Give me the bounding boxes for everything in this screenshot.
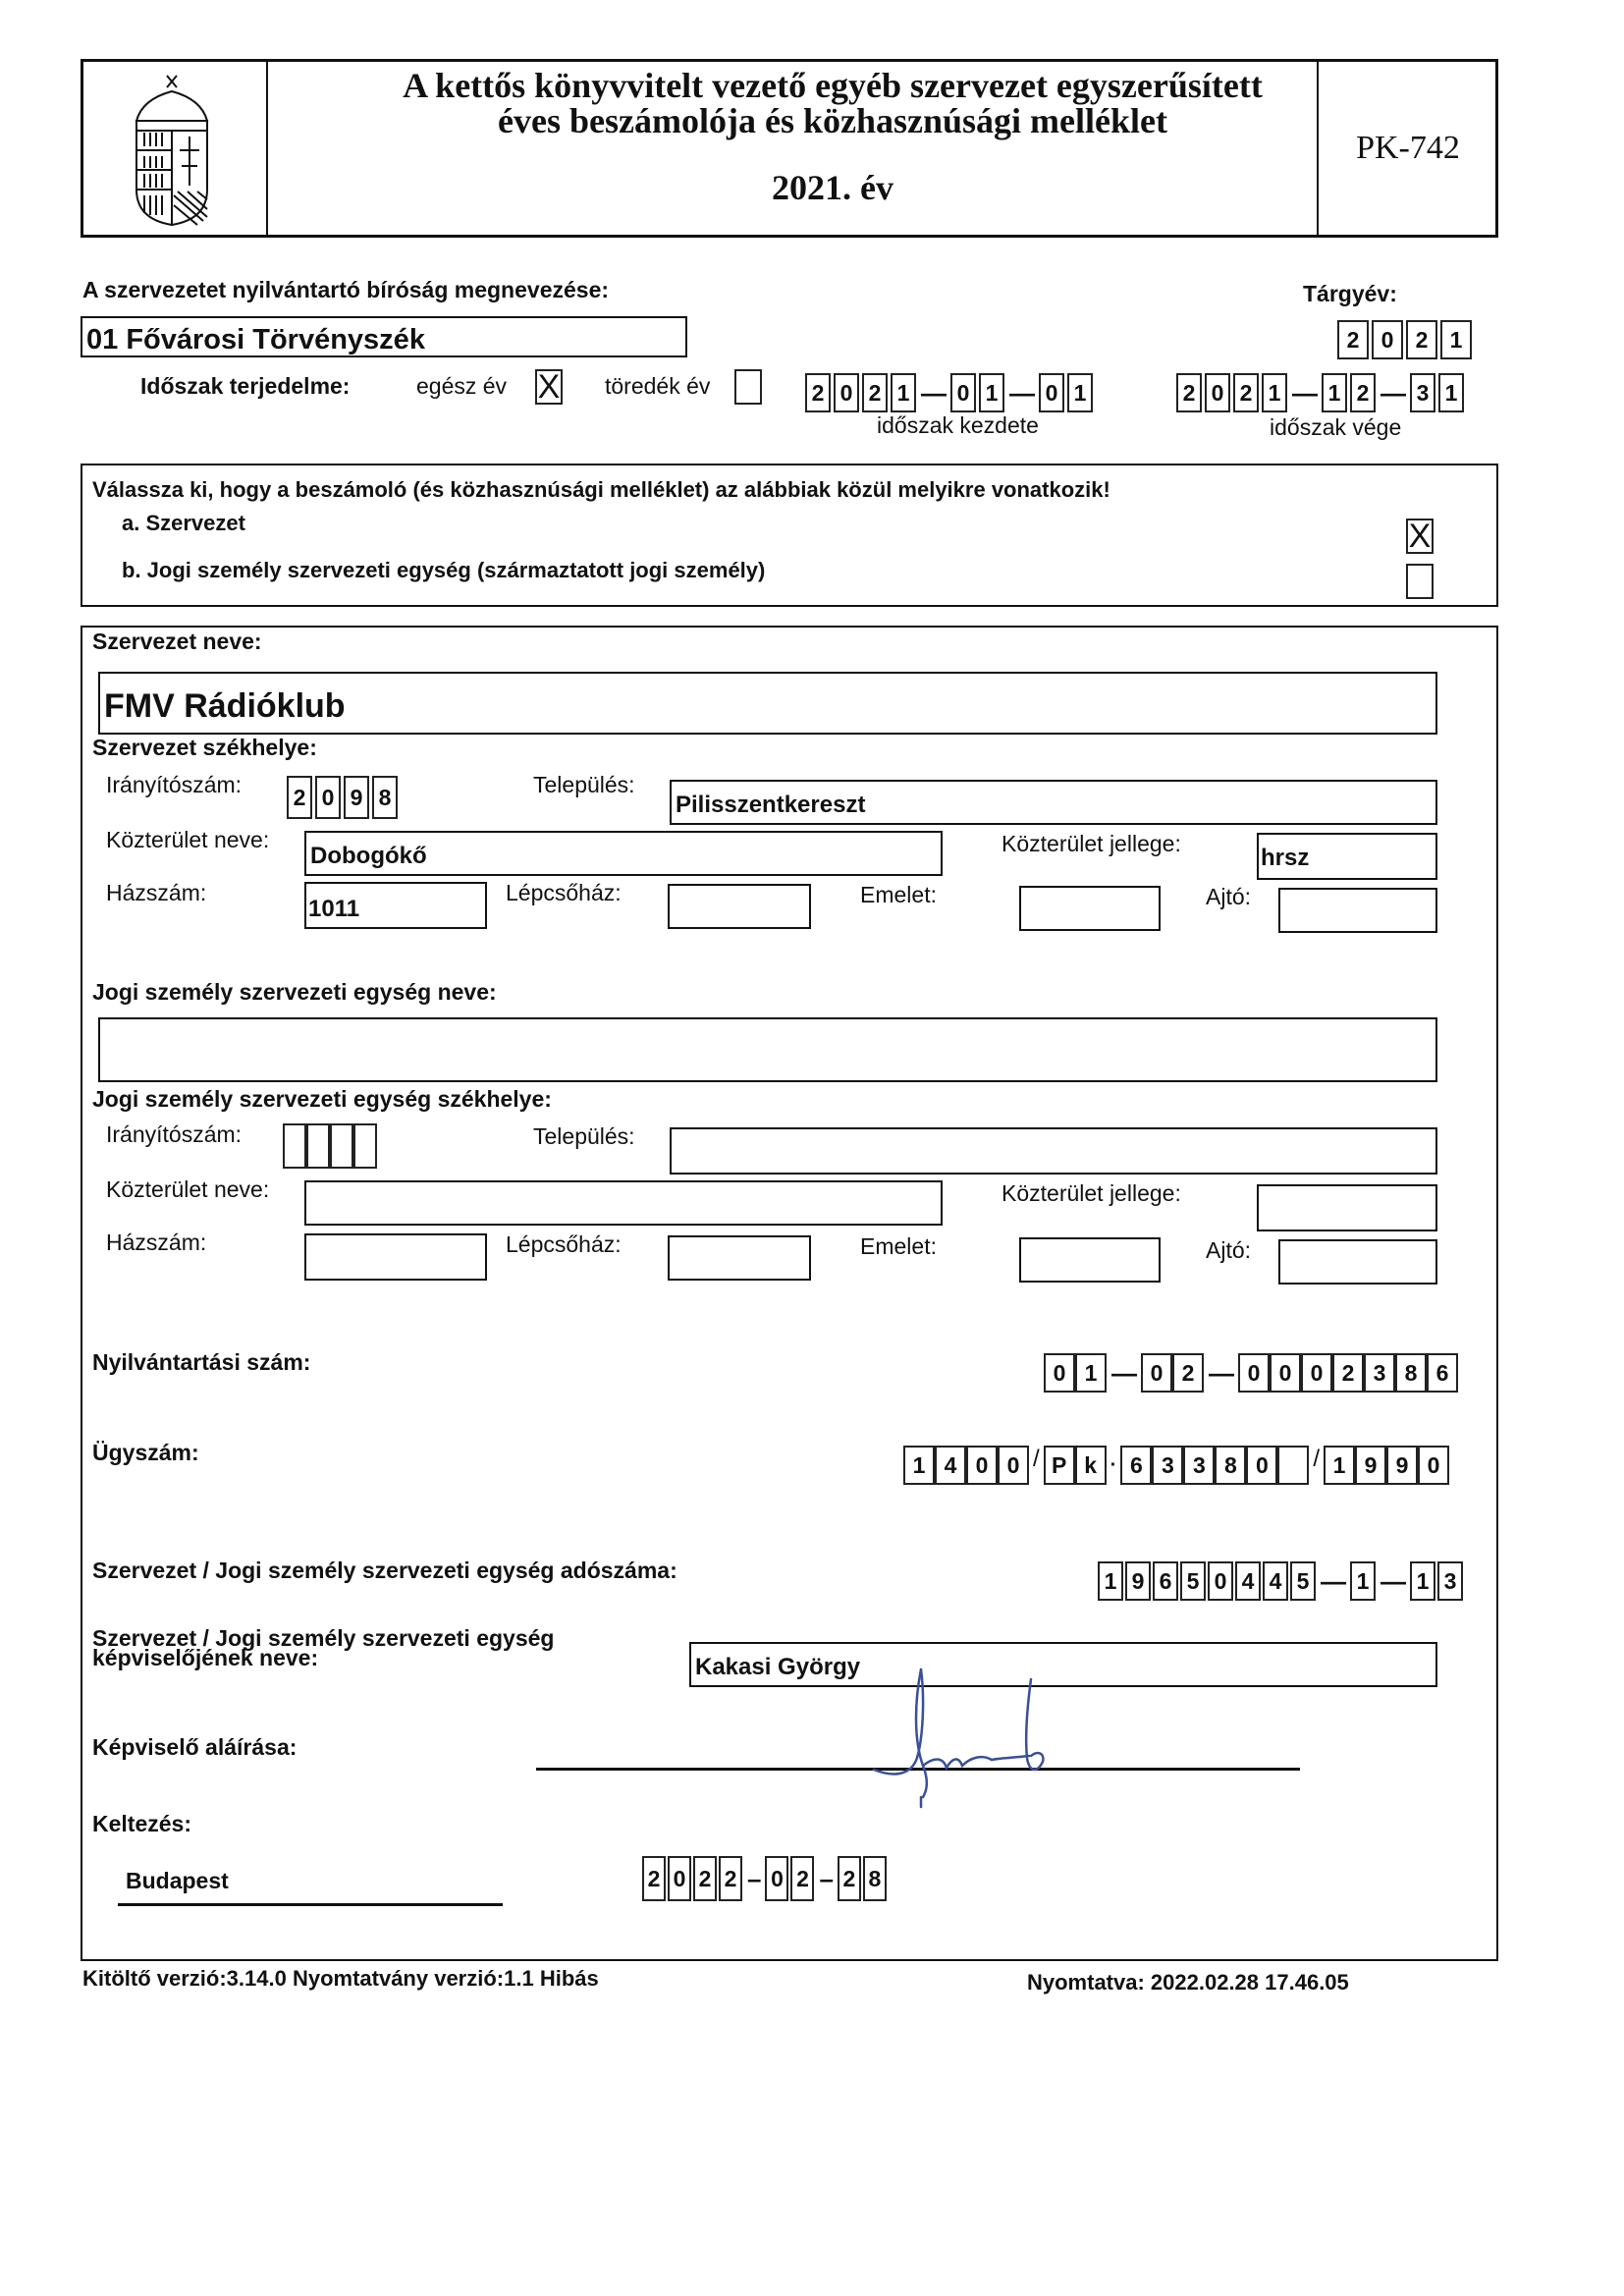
digit: 5: [1290, 1561, 1316, 1601]
dating-place-value: Budapest: [126, 1868, 229, 1893]
digit: 1: [1410, 1561, 1435, 1601]
org-zip-field[interactable]: [287, 776, 401, 819]
digit: 8: [863, 1856, 887, 1901]
org-street-type-value: hrsz: [1261, 845, 1310, 871]
digit: 1: [1098, 1561, 1123, 1601]
digit: 3: [1410, 373, 1435, 412]
dating-label: Keltezés:: [92, 1811, 191, 1836]
org-name-label: Szervezet neve:: [92, 629, 262, 654]
digit: 9: [344, 776, 369, 819]
form-title: [268, 68, 1397, 205]
digit: 2: [1332, 1353, 1364, 1393]
registration-field[interactable]: 0 1 — 0 2 — 0 0 0 2 3 8 6: [1044, 1353, 1458, 1393]
org-street-type-field[interactable]: [1257, 833, 1437, 880]
digit: [330, 1123, 353, 1169]
legal-unit-street-field[interactable]: [304, 1180, 943, 1226]
digit: 1: [1440, 320, 1472, 359]
representative-label-line2: képviselőjének neve:: [92, 1645, 319, 1670]
org-street-label: Közterület neve:: [106, 827, 270, 852]
digit: [353, 1123, 377, 1169]
footer-version: Kitöltő verzió:3.14.0 Nyomtatvány verzió:1.1 Hibás: [82, 1966, 599, 1991]
org-house-value: 1011: [308, 896, 360, 922]
form-title-line1: A kettős könyvvitelt vezető egyéb szervezet egyszerűsített: [403, 66, 1263, 105]
digit: P: [1044, 1446, 1075, 1485]
org-floor-label: Emelet:: [860, 882, 937, 907]
digit: 0: [1039, 373, 1064, 412]
period-end-field[interactable]: 2 0 2 1 — 1 2 — 3 1: [1176, 373, 1467, 412]
legal-unit-house-field[interactable]: [304, 1233, 487, 1281]
period-start-field[interactable]: 2 0 2 1 — 0 1 — 0 1: [805, 373, 1096, 412]
digit: 2: [1233, 373, 1259, 412]
legal-unit-city-field[interactable]: [670, 1127, 1437, 1175]
digit: 1: [979, 373, 1004, 412]
org-seat-label: Szervezet székhelye:: [92, 735, 317, 760]
org-zip-label: Irányítószám:: [106, 772, 243, 797]
legal-unit-street-type-label: Közterület jellege:: [1001, 1180, 1181, 1206]
digit: 1: [1075, 1353, 1107, 1393]
digit: 2: [642, 1856, 666, 1901]
period-label: Időszak terjedelme:: [140, 373, 351, 399]
org-city-value: Pilisszentkereszt: [676, 792, 866, 818]
form-code: PK-742: [1356, 130, 1460, 166]
digit: 0: [1205, 373, 1230, 412]
scope-question: Válassza ki, hogy a beszámoló (és közhasznúsági melléklet) az alábbiak közül melyikre vonatkozik!: [92, 477, 1110, 502]
dating-place-line: [118, 1903, 503, 1906]
digit: 1: [1438, 373, 1464, 412]
digit: 2: [1176, 373, 1202, 412]
digit: 1: [1262, 373, 1287, 412]
representative-name-value: Kakasi György: [695, 1654, 861, 1680]
main-section: [81, 626, 1498, 1961]
org-door-field[interactable]: [1278, 888, 1437, 933]
legal-unit-street-type-field[interactable]: [1257, 1184, 1437, 1231]
digit: 9: [1355, 1446, 1386, 1485]
digit: 5: [1180, 1561, 1206, 1601]
digit: 0: [966, 1446, 998, 1485]
legal-unit-door-field[interactable]: [1278, 1239, 1437, 1285]
scope-option-b-label: b. Jogi személy szervezeti egység (származtatott jogi személy): [122, 558, 766, 582]
digit: 1: [903, 1446, 935, 1485]
period-start-caption: időszak kezdete: [877, 412, 1039, 438]
scope-option-b-checkbox[interactable]: [1406, 564, 1434, 599]
org-stair-field[interactable]: [668, 884, 811, 929]
case-number-field[interactable]: 1 4 0 0 / P k · 6 3 3 8 0 / 1 9 9 0: [903, 1446, 1449, 1485]
digit: 6: [1120, 1446, 1152, 1485]
org-floor-field[interactable]: [1019, 886, 1161, 931]
digit: 2: [838, 1856, 861, 1901]
digit: 3: [1183, 1446, 1215, 1485]
logo-cell: [83, 62, 268, 235]
org-street-type-label: Közterület jellege:: [1001, 831, 1181, 856]
digit: 8: [1215, 1446, 1246, 1485]
digit: 8: [1395, 1353, 1427, 1393]
digit: 0: [765, 1856, 788, 1901]
legal-unit-stair-label: Lépcsőház:: [506, 1231, 622, 1257]
subject-year-label: Tárgyév:: [1303, 281, 1397, 306]
digit: 0: [1238, 1353, 1270, 1393]
digit: 0: [950, 373, 976, 412]
digit: 0: [668, 1856, 691, 1901]
digit: 1: [891, 373, 916, 412]
org-name-value: FMV Rádióklub: [104, 687, 346, 725]
digit: 2: [1172, 1353, 1204, 1393]
digit: 0: [1270, 1353, 1301, 1393]
digit: [306, 1123, 330, 1169]
digit: 2: [862, 373, 888, 412]
digit: 2: [1337, 320, 1369, 359]
partial-year-label: töredék év: [605, 373, 711, 399]
org-city-label: Település:: [533, 772, 635, 797]
digit: 2: [693, 1856, 717, 1901]
subject-year-field[interactable]: [1337, 320, 1475, 359]
digit: [1277, 1446, 1309, 1485]
digit: 4: [1235, 1561, 1261, 1601]
digit: 3: [1364, 1353, 1395, 1393]
scope-option-a-checkbox[interactable]: X: [1406, 519, 1434, 554]
form-year-title: 2021. év: [772, 168, 893, 207]
digit: 9: [1386, 1446, 1418, 1485]
digit: 8: [372, 776, 398, 819]
period-end-caption: időszak vége: [1270, 414, 1402, 440]
digit: 1: [1324, 1446, 1355, 1485]
digit: 3: [1437, 1561, 1463, 1601]
partial-year-checkbox[interactable]: [734, 369, 762, 405]
legal-unit-zip-label: Irányítószám:: [106, 1121, 243, 1147]
registration-label: Nyilvántartási szám:: [92, 1349, 311, 1375]
digit: 0: [834, 373, 859, 412]
digit: 0: [1372, 320, 1403, 359]
org-house-field[interactable]: [304, 882, 487, 929]
org-street-value: Dobogókő: [310, 843, 427, 869]
digit: [283, 1123, 306, 1169]
legal-unit-floor-field[interactable]: [1019, 1237, 1161, 1283]
digit: 2: [1406, 320, 1437, 359]
digit: 1: [1322, 373, 1347, 412]
legal-unit-zip-field[interactable]: [283, 1123, 377, 1169]
court-value: 01 Fővárosi Törvényszék: [86, 324, 425, 355]
digit: 2: [1350, 373, 1376, 412]
case-number-label: Ügyszám:: [92, 1440, 199, 1465]
footer-printed: Nyomtatva: 2022.02.28 17.46.05: [1027, 1970, 1349, 1995]
digit: 0: [1208, 1561, 1233, 1601]
digit: 1: [1350, 1561, 1376, 1601]
legal-unit-name-field[interactable]: [98, 1017, 1437, 1082]
signature-icon: [864, 1660, 1139, 1817]
digit: 4: [1263, 1561, 1288, 1601]
scope-option-a-label: a. Szervezet: [122, 511, 245, 535]
digit: 2: [805, 373, 831, 412]
legal-unit-street-label: Közterület neve:: [106, 1176, 270, 1202]
legal-unit-house-label: Házszám:: [106, 1230, 207, 1255]
representative-label-line1: Szervezet / Jogi személy szervezeti egység: [92, 1625, 555, 1651]
digit: k: [1075, 1446, 1107, 1485]
digit: 4: [935, 1446, 966, 1485]
whole-year-checkbox[interactable]: X: [535, 369, 563, 405]
org-name-field[interactable]: [98, 672, 1437, 735]
digit: 0: [998, 1446, 1029, 1485]
digit: 0: [1418, 1446, 1449, 1485]
representative-label: [92, 1625, 555, 1670]
legal-unit-door-label: Ajtó:: [1206, 1237, 1252, 1263]
court-label: A szervezetet nyilvántartó bíróság megnevezése:: [82, 277, 610, 302]
legal-unit-name-label: Jogi személy szervezeti egység neve:: [92, 979, 497, 1005]
digit: 0: [1141, 1353, 1172, 1393]
digit: 6: [1427, 1353, 1458, 1393]
org-city-field[interactable]: [670, 780, 1437, 825]
form-title-line2: éves beszámolója és közhasznúsági melléklet: [498, 101, 1167, 140]
whole-year-label: egész év: [416, 373, 508, 399]
digit: 2: [719, 1856, 742, 1901]
tax-number-label: Szervezet / Jogi személy szervezeti egység adószáma:: [92, 1558, 677, 1583]
form-header: [81, 59, 1498, 238]
form-code-cell: [1317, 62, 1497, 235]
digit: 2: [790, 1856, 814, 1901]
signature-label: Képviselő aláírása:: [92, 1734, 298, 1760]
tax-number-field[interactable]: 1 9 6 5 0 4 4 5 — 1 — 1 3: [1098, 1561, 1466, 1601]
org-street-field[interactable]: [304, 831, 943, 876]
digit: 2: [287, 776, 312, 819]
org-stair-label: Lépcsőház:: [506, 880, 622, 905]
digit: 0: [1301, 1353, 1332, 1393]
digit: 9: [1125, 1561, 1151, 1601]
court-field[interactable]: [81, 316, 687, 357]
scope-section: [81, 464, 1498, 607]
digit: 3: [1152, 1446, 1183, 1485]
digit: 0: [1246, 1446, 1277, 1485]
legal-unit-seat-label: Jogi személy szervezeti egység székhelye:: [92, 1086, 552, 1112]
org-door-label: Ajtó:: [1206, 884, 1252, 909]
digit: 0: [315, 776, 341, 819]
digit: 0: [1044, 1353, 1075, 1393]
legal-unit-city-label: Település:: [533, 1123, 635, 1149]
digit: 6: [1153, 1561, 1178, 1601]
digit: 1: [1067, 373, 1093, 412]
hungarian-coat-of-arms-icon: [123, 72, 221, 229]
org-house-label: Házszám:: [106, 880, 207, 905]
legal-unit-stair-field[interactable]: [668, 1235, 811, 1281]
dating-date-field[interactable]: 2 0 2 2 – 0 2 – 2 8: [642, 1856, 890, 1901]
legal-unit-floor-label: Emelet:: [860, 1233, 937, 1259]
